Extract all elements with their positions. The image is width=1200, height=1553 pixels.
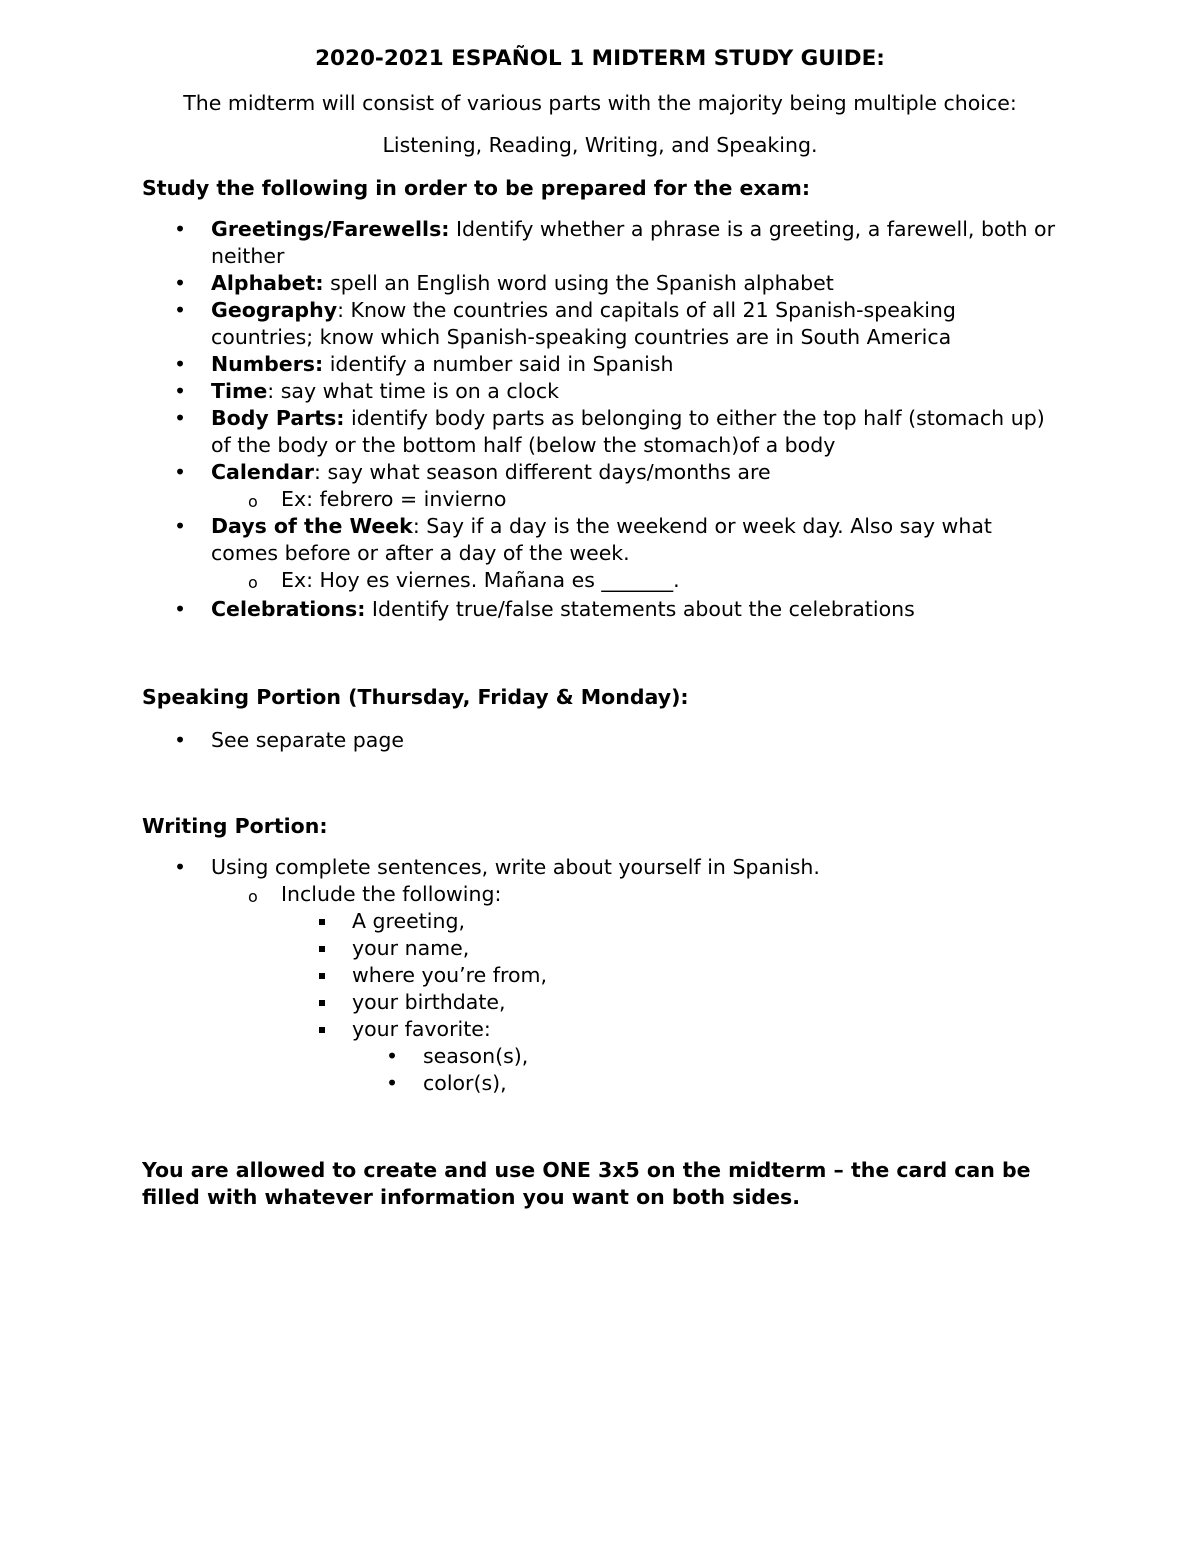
list-item [142,727,1062,754]
bullet-icon: • [174,728,187,752]
study-list [142,216,1062,623]
item-term: Time [211,379,268,403]
square-bullet-icon [319,1000,325,1006]
sub-item-text: Ex: febrero = invierno [281,487,507,511]
list-item [142,216,1062,270]
item-text: Identify whether a phrase is a greeting, a farewell, both or neither [211,217,1056,268]
writing-list [142,854,1062,1097]
item-term: Alphabet: [211,271,324,295]
list-item [142,854,1062,881]
item-term: Numbers: [211,352,324,376]
circle-bullet-icon: o [248,573,258,592]
item-term: Days of the Week [211,514,413,538]
item-text: Using complete sentences, write about yourself in Spanish. [211,855,820,879]
page-title: 2020-2021 ESPAÑOL 1 MIDTERM STUDY GUIDE: [315,46,885,71]
item-term: Celebrations: [211,597,366,621]
sub-list-item [142,881,1062,908]
item-term: Geography [211,298,338,322]
sub-item-text: Ex: Hoy es viernes. Mañana es _______. [281,568,680,592]
bullet-icon: • [386,1044,399,1068]
intro-line-1: The midterm will consist of various parts with the majority being multiple choice: [183,91,1017,115]
sub-sub-list-item [142,1016,1062,1043]
bullet-icon: • [174,855,187,879]
sub-sub-item-text: A greeting, [352,909,466,933]
square-bullet-icon [319,1027,325,1033]
list-item [142,270,1062,297]
list-item [142,297,1062,351]
speaking-list [142,727,1062,754]
item-text: identify a number said in Spanish [323,352,674,376]
favorite-item-text: season(s), [423,1044,529,1068]
square-bullet-icon [319,946,325,952]
list-item [142,513,1062,594]
sub-sub-item-text: your favorite: [352,1017,491,1041]
bullet-icon: • [386,1071,399,1095]
sub-list-item [142,486,1062,513]
favorite-list-item [142,1043,1062,1070]
item-text: See separate page [211,728,404,752]
bullet-icon: • [174,352,187,376]
square-bullet-icon [319,973,325,979]
list-item [142,405,1062,459]
bullet-icon: • [174,514,187,538]
intro-line-2: Listening, Reading, Writing, and Speaking. [382,133,818,157]
item-text: : say what time is on a clock [267,379,559,403]
bullet-icon: • [174,597,187,621]
sub-sub-list-item [142,962,1062,989]
item-text: : Say if a day is the weekend or week day. Also say what comes before or after a day of the week. [211,514,992,565]
item-text: spell an English word using the Spanish alphabet [323,271,834,295]
circle-bullet-icon: o [248,887,258,906]
sub-sub-item-text: where you’re from, [352,963,547,987]
sub-sub-item-text: your name, [352,936,470,960]
sub-list-item [142,567,1062,594]
item-term: Body Parts: [211,406,345,430]
favorite-list-item [142,1070,1062,1097]
item-text: identify body parts as belonging to either the top half (stomach up) of the body or the bottom half (below the stomach)of a body [211,406,1045,457]
study-heading: Study the following in order to be prepared for the exam: [142,176,811,200]
sub-sub-list-item [142,908,1062,935]
sub-sub-list-item [142,935,1062,962]
favorite-item-text: color(s), [423,1071,507,1095]
writing-heading: Writing Portion: [142,814,328,838]
list-item [142,351,1062,378]
item-term: Greetings/Farewells: [211,217,450,241]
item-text: Identify true/false statements about the celebrations [365,597,915,621]
bullet-icon: • [174,271,187,295]
square-bullet-icon [319,919,325,925]
list-item [142,378,1062,405]
item-term: Calendar [211,460,315,484]
bullet-icon: • [174,460,187,484]
circle-bullet-icon: o [248,492,258,511]
sub-sub-item-text: your birthdate, [352,990,506,1014]
speaking-heading: Speaking Portion (Thursday, Friday & Monday): [142,685,689,709]
bullet-icon: • [174,217,187,241]
sub-item-text: Include the following: [281,882,502,906]
bullet-icon: • [174,298,187,322]
bullet-icon: • [174,406,187,430]
sub-sub-list-item [142,989,1062,1016]
bullet-icon: • [174,379,187,403]
list-item [142,459,1062,513]
item-text: : say what season different days/months are [314,460,771,484]
item-text: : Know the countries and capitals of all 21 Spanish-speaking countries; know which Spanish-speaking countries are in South America [211,298,956,349]
closing-note: You are allowed to create and use ONE 3x5 on the midterm – the card can be filled with whatever information you want on both sides. [142,1158,1031,1209]
list-item [142,596,1062,623]
